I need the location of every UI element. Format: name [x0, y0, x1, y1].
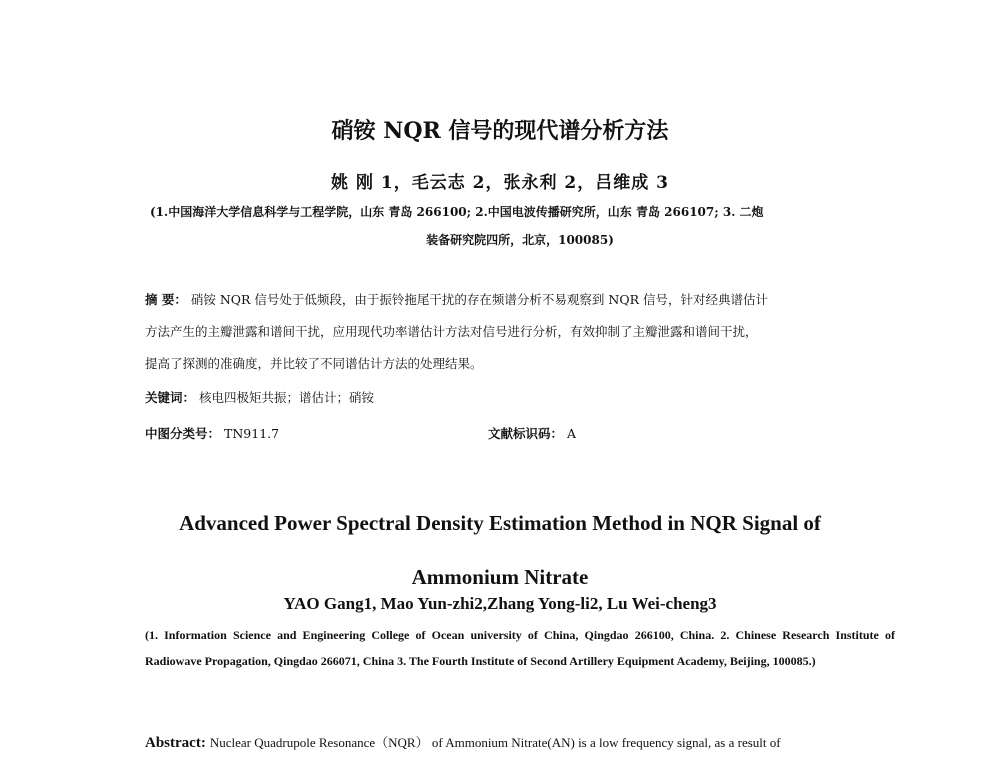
chinese-affiliations — [150, 198, 890, 254]
english-title — [0, 496, 1000, 604]
english-abstract-text: Nuclear Quadrupole Resonance（NQR） of Ammonium Nitrate(AN) is a low frequency signal, as a result of — [209, 735, 781, 750]
chinese-affiliation-line-2: 装备研究院四所，北京，100085) — [426, 233, 614, 247]
chinese-abstract-label: 摘 要： — [145, 292, 187, 307]
chinese-authors: 姚 刚 1，毛云志 2，张永利 2，吕维成 3 — [331, 173, 669, 193]
document-code — [488, 424, 576, 442]
english-authors: YAO Gang1, Mao Yun-zhi2,Zhang Yong-li2, Lu Wei-cheng3 — [283, 594, 717, 613]
english-abstract — [145, 732, 895, 752]
english-abstract-label: Abstract: — [145, 735, 206, 751]
chinese-keywords — [145, 388, 895, 408]
keywords-text: 核电四极矩共振；谱估计；硝铵 — [199, 390, 375, 405]
chinese-abstract-line-1 — [145, 290, 895, 310]
chinese-abstract-line-2: 方法产生的主瓣泄露和谱间干扰，应用现代功率谱估计方法对信号进行分析，有效抑制了主瓣泄露和谱间干扰， — [145, 324, 758, 339]
english-title-line-1: Advanced Power Spectral Density Estimation Method in NQR Signal of — [179, 511, 821, 535]
english-title-line-2: Ammonium Nitrate — [411, 565, 589, 589]
document-code-value: A — [567, 426, 577, 441]
chinese-title: 硝铵 NQR 信号的现代谱分析方法 — [331, 118, 669, 144]
classification-label: 中图分类号： — [145, 426, 221, 441]
chinese-abstract-line-3: 提高了探测的准确度，并比较了不同谱估计方法的处理结果。 — [145, 356, 483, 371]
document-code-label: 文献标识码： — [488, 426, 564, 441]
english-affiliations: (1. Information Science and Engineering College of Ocean university of China, Qingdao 266100, China. 2. Chinese Research Institute of Radiowave Propagation, Qingdao 266071, China 3. The Fourth Institute of Second Artillery Equipment Academy, Beijing, 100085.) — [145, 628, 895, 668]
chinese-abstract-text-1: 硝铵 NQR 信号处于低频段，由于振铃拖尾干扰的存在频谱分析不易观察到 NQR 信号，针对经典谱估计 — [190, 292, 768, 307]
keywords-label: 关键词： — [145, 390, 196, 405]
chinese-affiliation-line-1: (1.中国海洋大学信息科学与工程学院，山东 青岛 266100; 2.中国电波传播研究所，山东 青岛 266107; 3. 二炮 — [150, 205, 764, 219]
classification-value: TN911.7 — [224, 426, 280, 441]
